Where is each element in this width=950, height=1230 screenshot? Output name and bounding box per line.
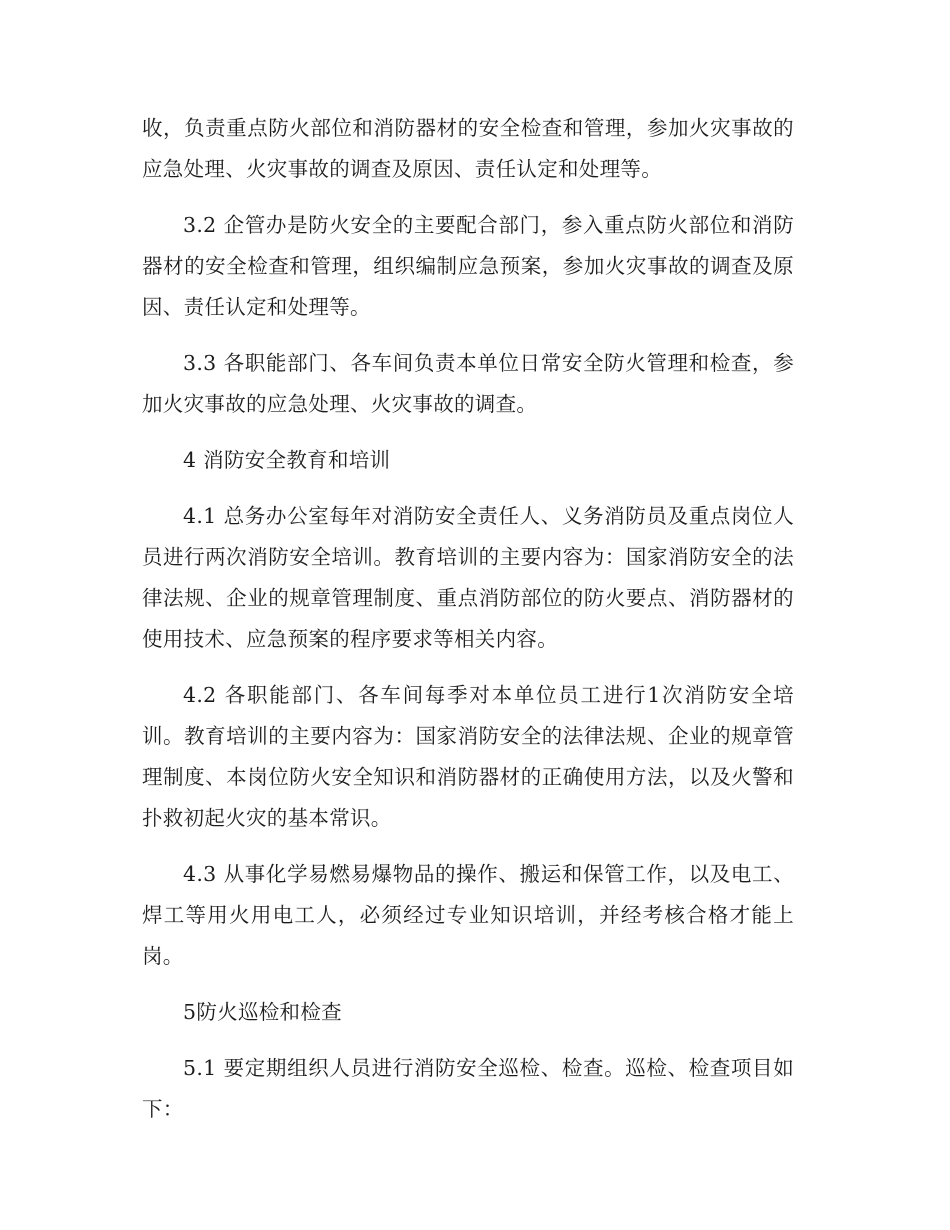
paragraph-continuation: 收，负责重点防火部位和消防器材的安全检查和管理，参加火灾事故的应急处理、火灾事故的调查及原因、责任认定和处理等。 xyxy=(142,116,794,181)
paragraph-4-3: 4.3 从事化学易燃易爆物品的操作、搬运和保管工作，以及电工、焊工等用火用电工人，必须经过专业知识培训，并经考核合格才能上岗。 xyxy=(142,862,794,968)
section-heading-4: 4 消防安全教育和培训 xyxy=(183,448,391,472)
section-heading-5: 5防火巡检和检查 xyxy=(183,1000,342,1024)
document-body xyxy=(142,108,794,1145)
paragraph-4-1: 4.1 总务办公室每年对消防安全责任人、义务消防员及重点岗位人员进行两次消防安全培训。教育培训的主要内容为：国家消防安全的法律法规、企业的规章管理制度、重点消防部位的防火要点、消防器材的使用技术、应急预案的程序要求等相关内容。 xyxy=(142,504,794,651)
paragraph-5-1: 5.1 要定期组织人员进行消防安全巡检、检查。巡检、检查项目如下： xyxy=(142,1056,794,1121)
paragraph-3-2: 3.2 企管办是防火安全的主要配合部门，参入重点防火部位和消防器材的安全检查和管理，组织编制应急预案，参加火灾事故的调查及原因、责任认定和处理等。 xyxy=(142,213,794,319)
paragraph-3-3: 3.3 各职能部门、各车间负责本单位日常安全防火管理和检查，参加火灾事故的应急处理、火灾事故的调查。 xyxy=(142,351,794,416)
paragraph-4-2: 4.2 各职能部门、各车间每季对本单位员工进行1次消防安全培训。教育培训的主要内容为：国家消防安全的法律法规、企业的规章管理制度、本岗位防火安全知识和消防器材的正确使用方法，以及火警和扑救初起火灾的基本常识。 xyxy=(142,683,794,830)
